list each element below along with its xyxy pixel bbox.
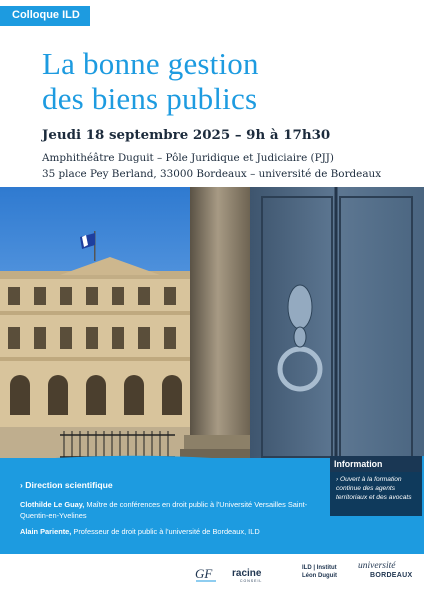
- ub-logo-line1: université: [358, 561, 396, 571]
- page-title: [42, 46, 372, 116]
- event-type-tag: Colloque ILD: [0, 6, 90, 26]
- information-text: › Ouvert à la formation continue des agents territoriaux et des avocats: [330, 472, 422, 503]
- event-venue: [42, 150, 402, 182]
- universite-bordeaux-logo: [358, 562, 412, 580]
- member-2-role: Professeur de droit public à l'université de Bordeaux, ILD: [73, 527, 260, 536]
- member-1: [20, 499, 330, 521]
- racine-logo-text: racine: [232, 568, 262, 579]
- ub-logo-line2: BORDEAUX: [370, 572, 413, 579]
- member-1-role: Maître de conférences en droit public à l'Université Versailles Saint-Quentin-en-Yvelines: [20, 500, 308, 520]
- direction-heading: › Direction scientifique: [20, 480, 330, 490]
- member-1-name: Clothilde Le Guay,: [20, 500, 85, 509]
- venue-line-1: Amphithéâtre Duguit – Pôle Juridique et Judiciaire (PJJ): [42, 152, 334, 164]
- event-date: Jeudi 18 septembre 2025 – 9h à 17h30: [42, 127, 331, 143]
- ild-logo: [302, 564, 337, 580]
- partner-logos: [0, 554, 424, 600]
- svg-text:GF: GF: [195, 566, 213, 581]
- ild-logo-line2: Léon Duguit: [302, 573, 337, 579]
- information-box: [330, 456, 422, 516]
- building-photo: [0, 187, 424, 477]
- title-line-1: La bonne gestion: [42, 46, 259, 81]
- scientific-direction: [20, 480, 330, 542]
- venue-line-2: 35 place Pey Berland, 33000 Bordeaux – université de Bordeaux: [42, 168, 382, 180]
- member-2: [20, 526, 330, 537]
- racine-logo-sub: CONSEIL: [240, 579, 263, 583]
- ild-logo-line1: ILD | Institut: [302, 565, 337, 571]
- racine-logo: [232, 568, 262, 583]
- gfc-logo: [194, 562, 220, 584]
- title-line-2: des biens publics: [42, 81, 258, 116]
- information-heading: Information: [330, 456, 422, 472]
- member-2-name: Alain Pariente,: [20, 527, 72, 536]
